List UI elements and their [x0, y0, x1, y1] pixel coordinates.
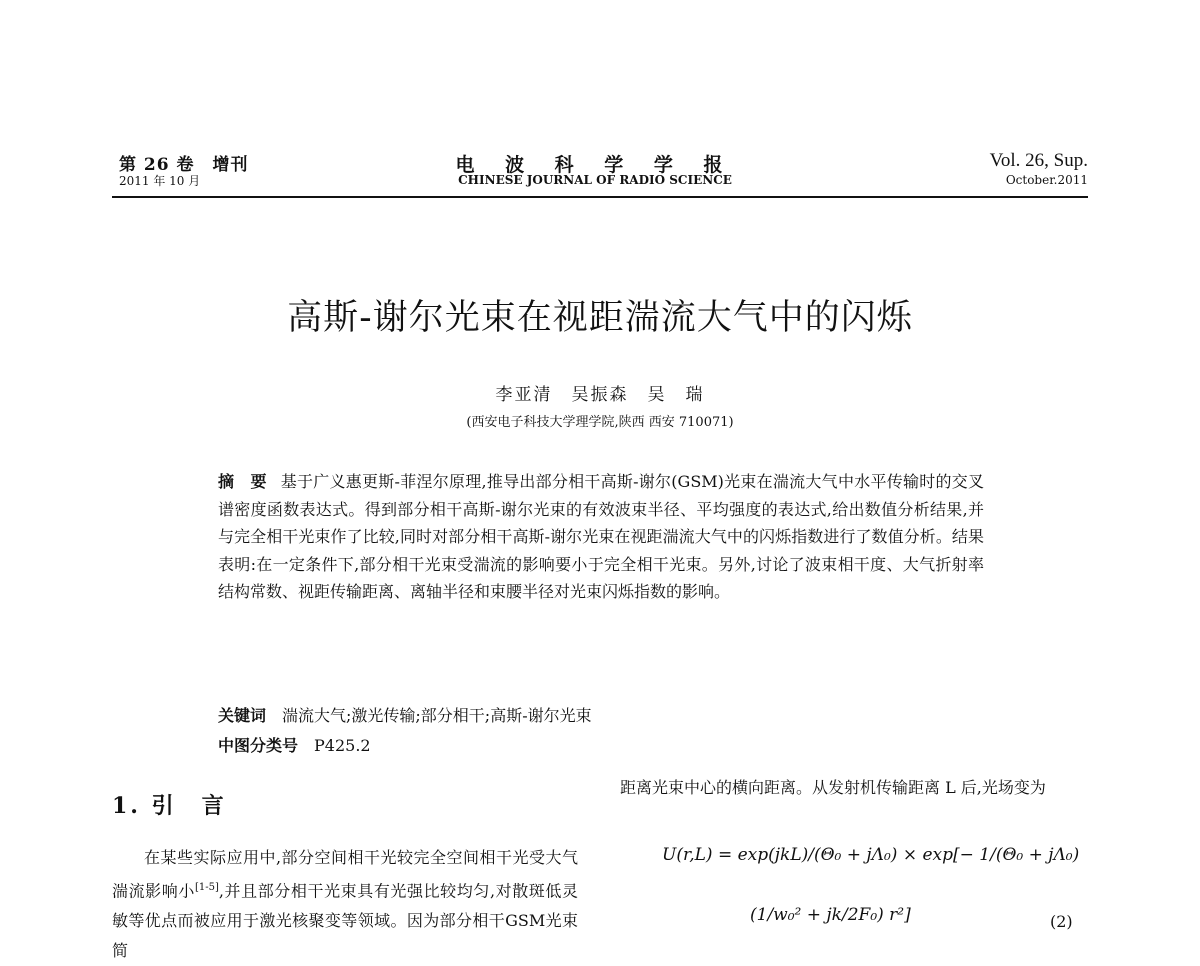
intro-text-rest: ,并且部分相干光束具有光强比较均匀,对散斑低灵敏等优点而被应用于激光核聚变等领域。因为部分相干GSM光束简 [112, 881, 578, 961]
intro-text-start: 在某些实际应用中,部分空间相干光较完全空间相干光受大气湍流影响小 [112, 848, 578, 901]
keywords-label: 关键词 [218, 706, 267, 725]
intro-paragraph [112, 843, 578, 966]
abstract-text: 基于广义惠更斯-菲涅尔原理,推导出部分相干高斯-谢尔(GSM)光束在湍流大气中水平传输时的交叉谱密度函数表达式。得到部分相干高斯-谢尔光束的有效波束半径、平均强度的表达式,给出数值分析结果,并与完全相干光束作了比较,同时对部分相干高斯-谢尔光束在视距湍流大气中的闪烁指数进行了数值分析。结果表明:在一定条件下,部分相干光束受湍流的影响要小于完全相干光束。另外,讨论了波束相干度、大气折射率结构常数、视距传输距离、离轴半径和束腰半径对光束闪烁指数的影响。 [218, 472, 984, 601]
paper-title: 高斯-谢尔光束在视距湍流大气中的闪烁 [287, 298, 913, 338]
header-rule [112, 196, 1088, 198]
citation: [1-5] [194, 882, 219, 893]
keywords-text: 湍流大气;激光传输;部分相干;高斯-谢尔光束 [282, 706, 592, 725]
issue-date: 2011 年 10 月 [119, 174, 201, 188]
keywords [218, 703, 592, 726]
classification-label: 中图分类号 [218, 736, 299, 755]
volume-info-en: Vol. 26, Sup. [989, 150, 1088, 171]
journal-name-cn: 电 波 科 学 学 报 [455, 154, 735, 176]
abstract-label: 摘 要 [218, 472, 267, 491]
authors: 李亚清 吴振森 吴 瑞 [495, 385, 705, 405]
journal-name-en: CHINESE JOURNAL OF RADIO SCIENCE [458, 173, 732, 187]
issue-date-en: October.2011 [1005, 173, 1088, 187]
abstract [218, 468, 984, 606]
section-heading: 1. 引 言 [112, 793, 227, 819]
equation-number: (2) [1050, 912, 1073, 931]
classification [218, 733, 371, 756]
right-column-text: 距离光束中心的横向距离。从发射机传输距离 L 后,光场变为 [620, 778, 1046, 797]
affiliation: (西安电子科技大学理学院,陕西 西安 710071) [466, 415, 734, 430]
classification-code: P425.2 [314, 736, 371, 755]
equation-line-1: U(r,L) = exp(jkL)/(Θ₀ + jΛ₀) × exp[− 1/(Θ₀ + jΛ₀) [662, 845, 1080, 865]
volume-info: 第 26 卷 增刊 [119, 155, 249, 175]
equation-line-2: (1/w₀² + jk/2F₀) r²] [750, 905, 911, 925]
